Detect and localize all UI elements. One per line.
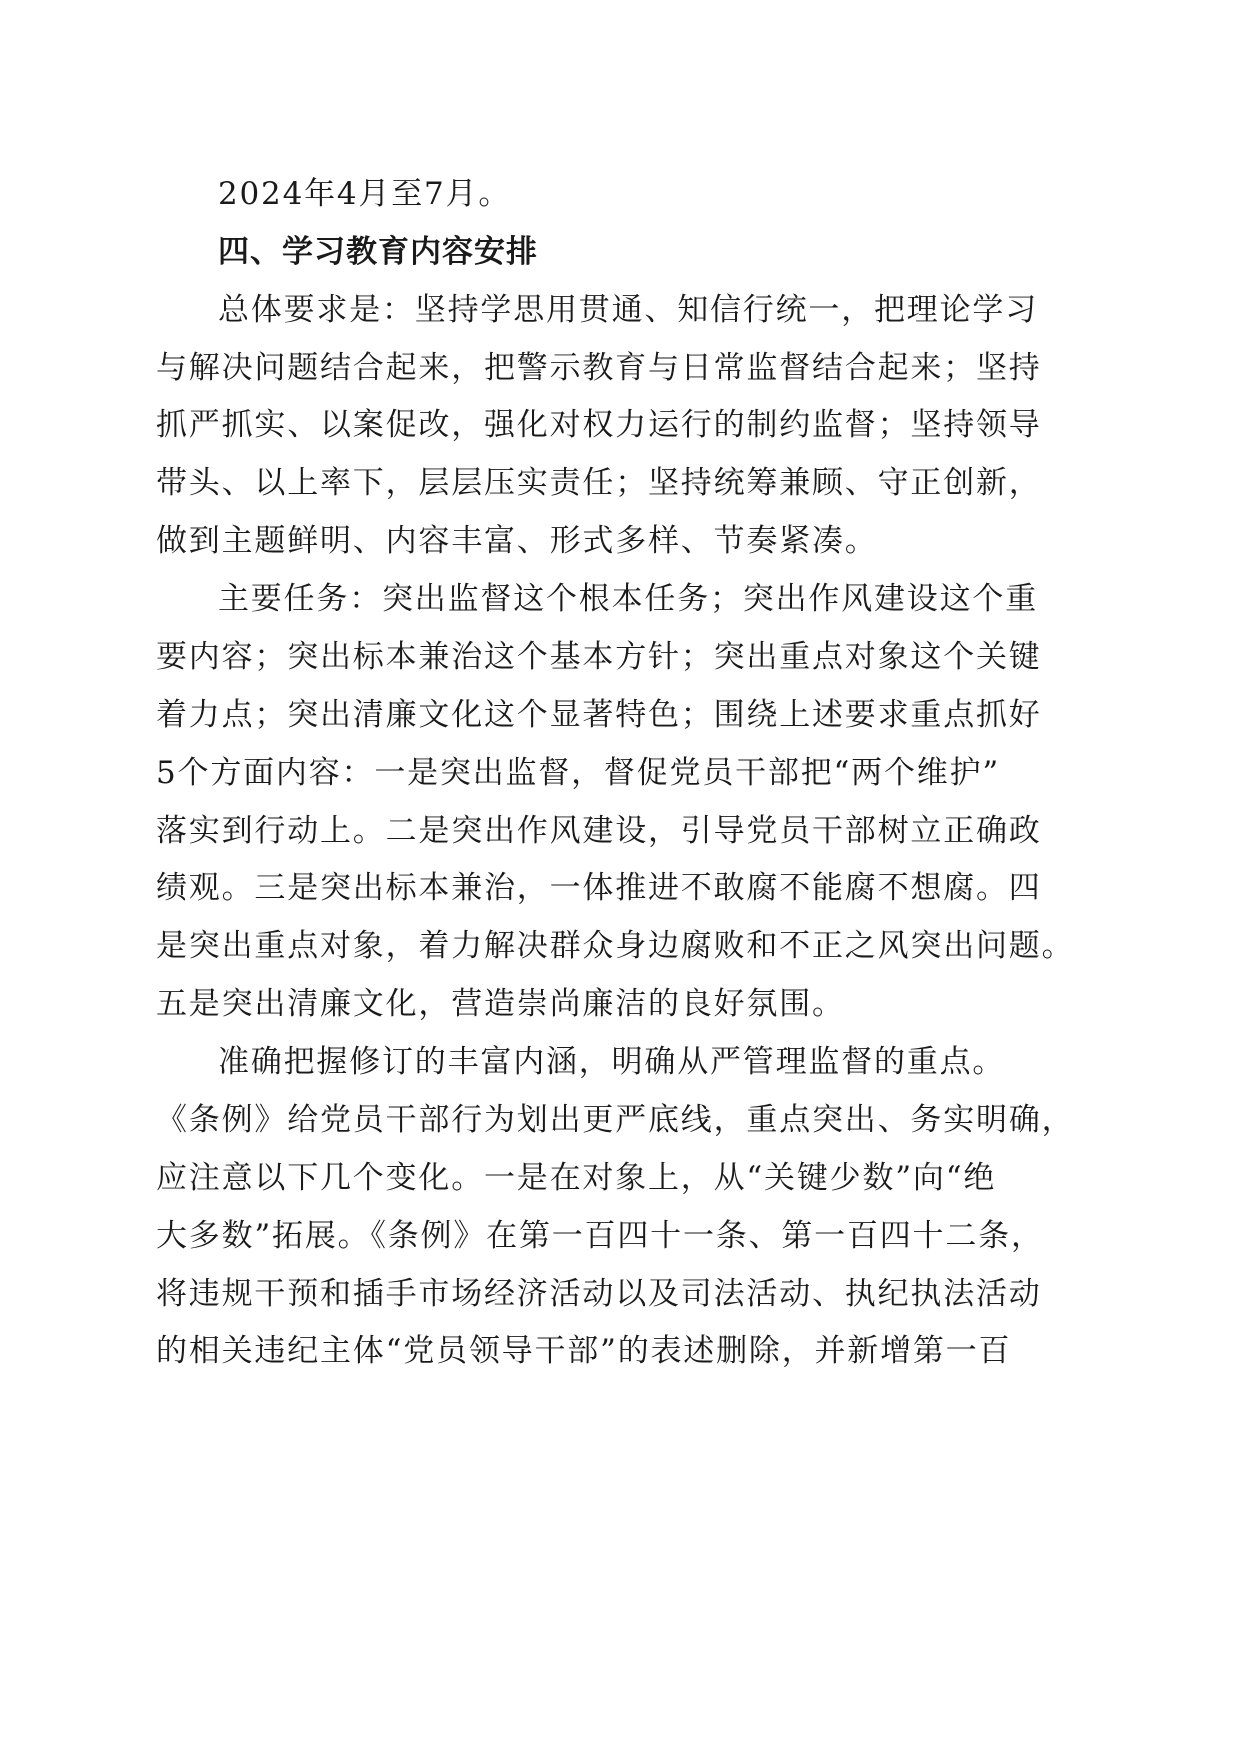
paragraph-line: 准确把握修订的丰富内涵，明确从严管理监督的重点。 (218, 1044, 1006, 1080)
section-heading: 四、学习教育内容安排 (218, 234, 538, 270)
paragraph-line: 做到主题鲜明、内容丰富、形式多样、节奏紧凑。 (156, 523, 878, 559)
paragraph-line: 抓严抓实、以案促改，强化对权力运行的制约监督；坚持领导 (156, 407, 1042, 443)
paragraph-line: 要内容；突出标本兼治这个基本方针；突出重点对象这个关键 (156, 639, 1042, 675)
paragraph-line: 《条例》给党员干部行为划出更严底线，重点突出、务实明确， (156, 1102, 1075, 1138)
paragraph-line: 的相关违纪主体“党员领导干部”的表述删除，并新增第一百 (156, 1333, 1012, 1369)
paragraph-line: 着力点；突出清廉文化这个显著特色；围绕上述要求重点抓好 (156, 697, 1042, 733)
paragraph-line: 总体要求是：坚持学思用贯通、知信行统一，把理论学习 (218, 292, 1038, 328)
paragraph-line: 将违规干预和插手市场经济活动以及司法活动、执纪执法活动 (156, 1276, 1042, 1312)
date-line: 2024年4月至7月。 (218, 176, 512, 212)
paragraph-line: 5个方面内容：一是突出监督，督促党员干部把“两个维护” (156, 755, 1001, 791)
paragraph-line: 五是突出清廉文化，营造崇尚廉洁的良好氛围。 (156, 986, 845, 1022)
paragraph-line: 应注意以下几个变化。一是在对象上，从“关键少数”向“绝 (156, 1160, 997, 1196)
paragraph-line: 与解决问题结合起来，把警示教育与日常监督结合起来；坚持 (156, 350, 1042, 386)
paragraph-line: 大多数”拓展。《条例》在第一百四十一条、第一百四十二条， (156, 1218, 1044, 1254)
paragraph-line: 绩观。三是突出标本兼治，一体推进不敢腐不能腐不想腐。四 (156, 870, 1042, 906)
paragraph-line: 带头、以上率下，层层压实责任；坚持统筹兼顾、守正创新， (156, 465, 1042, 501)
paragraph-line: 主要任务：突出监督这个根本任务；突出作风建设这个重 (218, 581, 1038, 617)
paragraph-line: 是突出重点对象，着力解决群众身边腐败和不正之风突出问题。 (156, 928, 1075, 964)
paragraph-line: 落实到行动上。二是突出作风建设，引导党员干部树立正确政 (156, 813, 1042, 849)
